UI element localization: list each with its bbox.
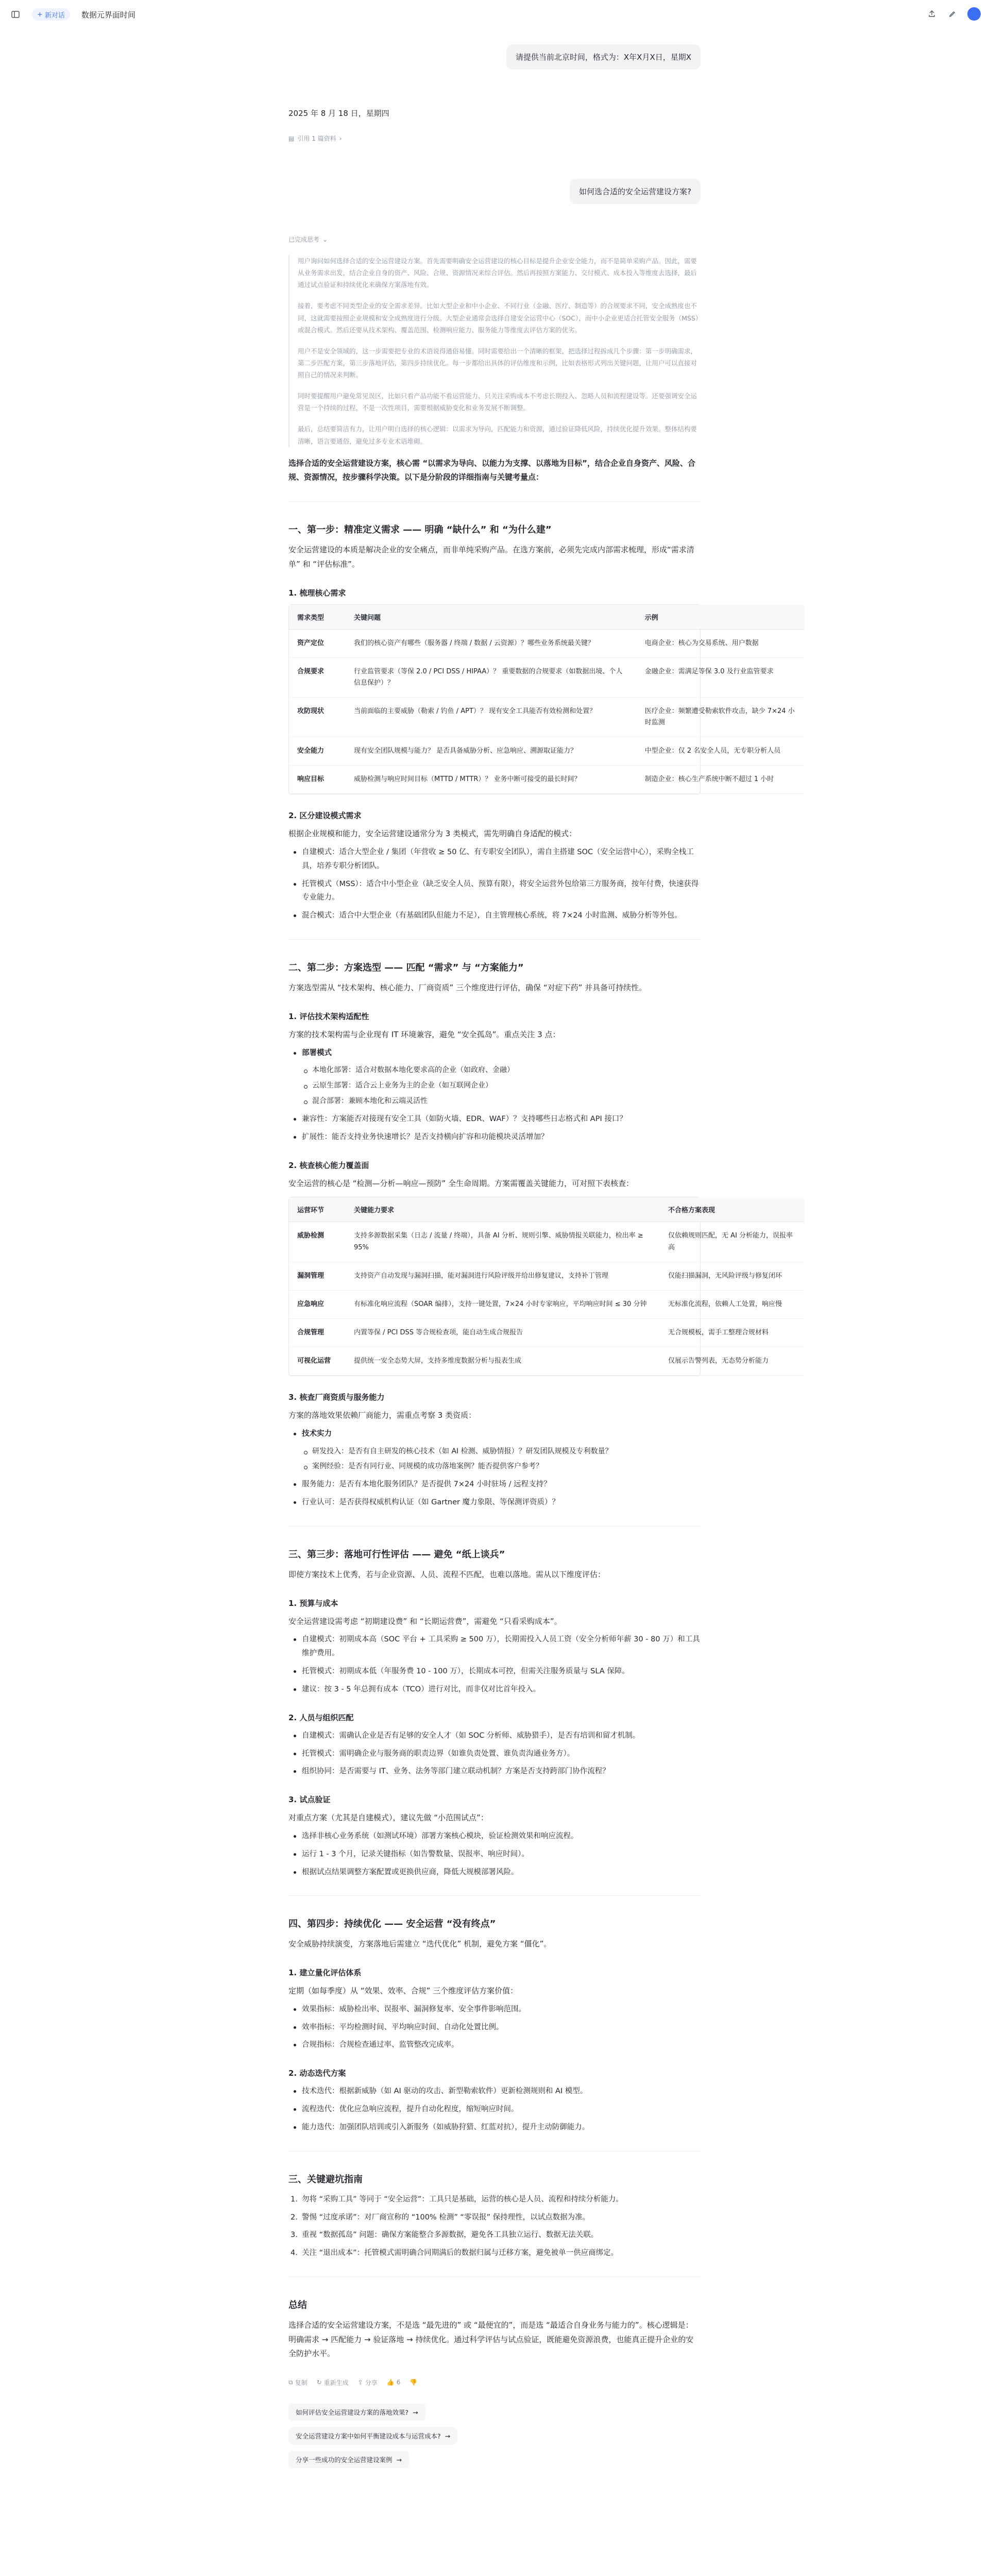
list-item-text: 重视 “数据孤岛” 问题：确保方案能整合多源数据，避免各工具独立运行、数据无法关联。 bbox=[302, 2231, 599, 2240]
list-item bbox=[288, 1427, 701, 1441]
table-cell: 中型企业：仅 2 名安全人员，无专职分析人员 bbox=[637, 737, 804, 766]
section-heading: 四、第四步：持续优化 —— 安全运营 “没有终点” bbox=[288, 1919, 496, 1930]
list-item: 行业认可：是否获得权威机构认证（如 Gartner 魔力象限、等保测评资质）？ bbox=[288, 1496, 701, 1510]
table-cell: 现有安全团队规模与能力？ 是否具备威胁分析、应急响应、溯源取证能力？ bbox=[346, 737, 637, 766]
table-row bbox=[289, 629, 804, 657]
table-cell: 支持多源数据采集（日志 / 流量 / 终端），具备 AI 分析、规则引擎、威胁情报关联能力，检出率 ≥ 95% bbox=[346, 1222, 660, 1262]
regenerate-button[interactable] bbox=[317, 2377, 349, 2388]
table-row bbox=[289, 697, 804, 737]
suggestion-text: 如何评估安全运营建设方案的落地效果? bbox=[296, 2409, 409, 2417]
section-paragraph: 即使方案技术上优秀，若与企业资源、人员、流程不匹配，也难以落地。需从以下维度评估： bbox=[288, 1569, 606, 1579]
subsection-heading: 2. 人员与组织匹配 bbox=[288, 1713, 354, 1722]
list-item: 托管模式：初期成本低（年服务费 10 - 100 万），长期成本可控，但需关注服务质量与 SLA 保障。 bbox=[288, 1665, 701, 1679]
table-row bbox=[289, 1347, 804, 1375]
table-cell: 电商企业：核心为交易系统、用户数据 bbox=[637, 629, 804, 657]
thinking-paragraph: 用户询问如何选择合适的安全运营建设方案。首先需要明确安全运营建设的核心目标是提升企业安全能力，而不是简单采购产品。因此，需要从业务需求出发，结合企业自身的资产、风险、合规、资源情况来综合评估。然后再按照方案能力、交付模式、成本投入等维度去选择，最后通过试点验证和持续优化来确保方案落地有效。 bbox=[298, 257, 697, 289]
table-cell: 漏洞管理 bbox=[289, 1262, 346, 1290]
table-cell: 可视化运营 bbox=[289, 1347, 346, 1375]
suggestion-text: 分享一些成功的安全运营建设案例 bbox=[296, 2456, 393, 2464]
list-item: 流程迭代：优化应急响应流程，提升自动化程度，缩短响应时间。 bbox=[288, 2103, 701, 2116]
section-paragraph: 根据企业规模和能力，安全运营建设通常分为 3 类模式，需先明确自身适配的模式： bbox=[288, 829, 577, 839]
thumbs-up-icon: 👍 bbox=[386, 2379, 395, 2386]
answer-intro: 选择合适的安全运营建设方案，核心需 “以需求为导向、以能力为支撑、以落地为目标”，结合企业自身资产、风险、合规、资源情况，按步骤科学决策。以下是分阶段的详细指南与关键考量点： bbox=[288, 458, 695, 482]
subsection-heading: 1. 建立量化评估体系 bbox=[288, 1968, 362, 1978]
staff-list bbox=[288, 1729, 701, 1778]
share-button[interactable] bbox=[358, 2377, 378, 2388]
table-cell: 资产定位 bbox=[289, 629, 346, 657]
list-item: 根据试点结果调整方案配置或更换供应商，降低大规模部署风险。 bbox=[288, 1866, 701, 1879]
table-cell: 响应目标 bbox=[289, 766, 346, 794]
mode-list bbox=[288, 845, 701, 923]
list-item: 建议：按 3 - 5 年总拥有成本（TCO）进行对比，而非仅对比首年投入。 bbox=[288, 1683, 701, 1697]
subsection-heading: 1. 预算与成本 bbox=[288, 1598, 338, 1608]
vendor-sublist bbox=[288, 1445, 701, 1474]
table-row bbox=[289, 1262, 804, 1290]
table-cell: 威胁检测 bbox=[289, 1222, 346, 1262]
assistant-message bbox=[288, 107, 701, 143]
thinking-paragraph: 用户不是安全领域的，这一步需要把专业的术语说得通俗易懂。同时需要给出一个清晰的框架，把选择过程拆成几个步骤：第一步明确需求，第二步匹配方案，第三步落地评估，第四步持续优化。每一步都给出具体的评估维度和示例，比如表格形式列出关键问题，让用户可以直接对照自己的情况来判断。 bbox=[298, 347, 697, 379]
table-row bbox=[289, 1222, 804, 1262]
table-row bbox=[289, 657, 804, 697]
summary-paragraph: 选择合适的安全运营建设方案，不是选 “最先进的” 或 “最便宜的”，而是选 “最适合自身业务与能力的”。核心逻辑是：明确需求 → 匹配能力 → 验证落地 → 持续优化。通过科学评估与试点验证，既能避免资源浪费，也能真正提升企业的安全防护水平。 bbox=[288, 2320, 694, 2359]
table-cell: 仅展示告警列表，无态势分析能力 bbox=[660, 1347, 804, 1375]
suggestion-chip[interactable] bbox=[288, 2427, 457, 2445]
conversation-title: 数据元界面时间 bbox=[81, 10, 135, 20]
thinking-paragraph: 最后，总结要简洁有力，让用户明白选择的核心逻辑：以需求为导向，匹配能力和资源，通过验证降低风险，持续优化提升效果。整体结构要清晰，语言要通俗，避免过多专业术语堆砌。 bbox=[298, 425, 697, 445]
list-item: 云原生部署：适合云上业务为主的企业（如互联网企业） bbox=[288, 1079, 701, 1093]
list-item: 研发投入：是否有自主研发的核心技术（如 AI 检测、威胁情报）？研发团队规模及专利数量？ bbox=[288, 1445, 701, 1459]
list-item: 合规指标：合规检查通过率、监管整改完成率。 bbox=[288, 2038, 701, 2052]
table-header: 需求类型 bbox=[289, 605, 346, 630]
answer-text: 2025 年 8 月 18 日，星期四 bbox=[288, 109, 389, 118]
divider bbox=[288, 939, 701, 940]
metric-list bbox=[288, 2003, 701, 2052]
like-count: 6 bbox=[396, 2379, 401, 2386]
copy-label: 复制 bbox=[295, 2379, 308, 2386]
table-cell: 仅能扫描漏洞，无风险评级与修复闭环 bbox=[660, 1262, 804, 1290]
top-bar bbox=[0, 0, 989, 29]
arrow-right-icon: → bbox=[413, 2408, 418, 2416]
vendor-list bbox=[288, 1478, 701, 1510]
list-item bbox=[288, 1046, 701, 1060]
copy-icon: ⧉ bbox=[288, 2378, 293, 2386]
message-actions bbox=[288, 2377, 701, 2388]
table-cell: 威胁检测与响应时间目标（MTTD / MTTR）？ 业务中断可接受的最长时间？ bbox=[346, 766, 637, 794]
suggestion-chip[interactable] bbox=[288, 2451, 409, 2468]
chevron-down-icon: ⌄ bbox=[322, 235, 328, 243]
list-item-title: 部署模式 bbox=[302, 1048, 332, 1057]
list-item: 运行 1 - 3 个月，记录关键指标（如告警数量、误报率、响应时间）。 bbox=[288, 1848, 701, 1861]
list-item: 2. 警惕 “过度承诺”：对厂商宣称的 “100% 检测” “零误报” 保持理性，以试点数据为准。 bbox=[291, 2213, 590, 2222]
table-header: 示例 bbox=[637, 605, 804, 630]
thumbs-down-button[interactable] bbox=[410, 2377, 417, 2388]
table-header: 不合格方案表现 bbox=[660, 1197, 804, 1222]
section-paragraph: 对重点方案（尤其是自建模式），建议先做 “小范围试点”： bbox=[288, 1813, 488, 1823]
table-cell: 合规要求 bbox=[289, 657, 346, 697]
list-item: 自建模式：适合大型企业 / 集团（年营收 ≥ 50 亿、有专职安全团队），需自主搭建 SOC（安全运营中心），采购全栈工具，培养专职分析团队。 bbox=[288, 845, 701, 873]
section-paragraph: 安全运营建设需考虑 “初期建设费” 和 “长期运营费”，需避免 “只看采购成本”。 bbox=[288, 1616, 562, 1626]
table-row bbox=[289, 766, 804, 794]
table-cell: 制造企业：核心生产系统中断不超过 1 小时 bbox=[637, 766, 804, 794]
section-paragraph: 安全运营的核心是 “检测—分析—响应—预防” 全生命周期。方案需覆盖关键能力，可对照下表核查： bbox=[288, 1178, 634, 1188]
list-item-text: 关注 “退出成本”：托管模式需明确合同期满后的数据归属与迁移方案，避免被单一供应商绑定。 bbox=[302, 2249, 619, 2258]
list-item: 扩展性：能否支持业务快速增长？是否支持横向扩容和功能模块灵活增加？ bbox=[288, 1130, 701, 1144]
table-cell: 提供统一安全态势大屏，支持多维度数据分析与报表生成 bbox=[346, 1347, 660, 1375]
reference-link[interactable] bbox=[288, 134, 701, 143]
share-icon: ⇪ bbox=[357, 2379, 363, 2386]
section-paragraph: 安全威胁持续演变，方案落地后需建立 “迭代优化” 机制，避免方案 “僵化”。 bbox=[288, 1939, 552, 1949]
sidebar-toggle-icon[interactable] bbox=[8, 7, 23, 22]
table-cell: 金融企业：需满足等保 3.0 及行业监管要求 bbox=[637, 657, 804, 697]
refresh-icon: ↻ bbox=[316, 2379, 322, 2386]
edit-icon[interactable] bbox=[947, 8, 958, 20]
list-item-text: 警惕 “过度承诺”：对厂商宣称的 “100% 检测” “零误报” 保持理性，以试点数据为准。 bbox=[302, 2213, 590, 2222]
table-cell: 内置等保 / PCI DSS 等合规检查项，能自动生成合规报告 bbox=[346, 1318, 660, 1347]
list-item: 4. 关注 “退出成本”：托管模式需明确合同期满后的数据归属与迁移方案，避免被单一供应商绑定。 bbox=[291, 2249, 619, 2258]
share-icon[interactable] bbox=[926, 8, 937, 20]
list-item: 技术迭代：根据新威胁（如 AI 驱动的攻击、新型勒索软件）更新检测规则和 AI 模型。 bbox=[288, 2084, 701, 2098]
table-cell: 攻防现状 bbox=[289, 697, 346, 737]
thumbs-down-icon: 👎 bbox=[410, 2379, 418, 2386]
arrow-right-icon: → bbox=[396, 2455, 402, 2464]
section-heading: 二、第二步：方案选型 —— 匹配 “需求” 与 “方案能力” bbox=[288, 962, 524, 974]
list-item-text: 勿将 “采购工具” 等同于 “安全运营”：工具只是基础，运营的核心是人员、流程和持续分析能力。 bbox=[302, 2195, 623, 2204]
regenerate-label: 重新生成 bbox=[323, 2379, 349, 2386]
thinking-content bbox=[288, 255, 701, 447]
list-item: 托管模式：需明确企业与服务商的职责边界（如谁负责处置、谁负责沟通业务方）。 bbox=[288, 1747, 701, 1761]
list-item: 效率指标：平均检测时间、平均响应时间、自动化处置比例。 bbox=[288, 2021, 701, 2035]
plus-icon: + bbox=[37, 10, 43, 19]
section-heading: 三、关键避坑指南 bbox=[288, 2174, 363, 2185]
table-cell: 当前面临的主要威胁（勒索 / 钓鱼 / APT）？ 现有安全工具能否有效检测和处置？ bbox=[346, 697, 637, 737]
vendor-list bbox=[288, 1427, 701, 1441]
subsection-heading: 1. 评估技术架构适配性 bbox=[288, 1011, 369, 1021]
user-message: 请提供当前北京时间，格式为：X年X月X日，星期X bbox=[506, 44, 701, 70]
thinking-paragraph: 接着，要考虑不同类型企业的安全需求差异。比如大型企业和中小企业、不同行业（金融、医疗、制造等）的合规要求不同，安全成熟度也不同，这就需要按照企业规模和安全成熟度进行分级。大型企业通常会选择自建安全运营中心（SOC），而中小企业更适合托管安全服务（MSS）或混合模式。然后还要从技术架构、覆盖范围、检测响应能力、服务能力等维度去评估方案的优劣。 bbox=[298, 302, 699, 334]
table-row bbox=[289, 1318, 804, 1347]
reference-label: 引用 1 篇资料 bbox=[297, 135, 336, 142]
list-item: 组织协同：是否需要与 IT、业务、法务等部门建立联动机制？方案是否支持跨部门协作流程？ bbox=[288, 1765, 701, 1778]
suggestion-text: 安全运营建设方案中如何平衡建设成本与运营成本? bbox=[296, 2432, 441, 2441]
share-label: 分享 bbox=[365, 2379, 378, 2386]
list-item: 能力迭代：加强团队培训或引入新服务（如威胁狩猎、红蓝对抗），提升主动防御能力。 bbox=[288, 2121, 701, 2134]
user-message: 如何选合适的安全运营建设方案? bbox=[570, 179, 701, 204]
user-avatar[interactable] bbox=[967, 7, 981, 21]
list-item: 托管模式（MSS）：适合中小型企业（缺乏安全人员、预算有限），将安全运营外包给第三方服务商，按年付费，快速获得专业能力。 bbox=[288, 877, 701, 905]
table-cell: 仅依赖规则匹配，无 AI 分析能力，误报率高 bbox=[660, 1222, 804, 1262]
architecture-list bbox=[288, 1112, 701, 1144]
table-cell: 行业监管要求（等保 2.0 / PCI DSS / HIPAA）？ 重要数据的合规要求（如数据出境、个人信息保护）？ bbox=[346, 657, 637, 697]
copy-button[interactable] bbox=[288, 2377, 308, 2388]
budget-list bbox=[288, 1633, 701, 1696]
table-cell: 有标准化响应流程（SOAR 编排），支持一键处置，7×24 小时专家响应，平均响应时间 ≤ 30 分钟 bbox=[346, 1290, 660, 1318]
divider bbox=[288, 1526, 701, 1527]
capability-table bbox=[289, 1197, 804, 1376]
list-item: 服务能力：是否有本地化服务团队？是否提供 7×24 小时驻场 / 远程支持？ bbox=[288, 1478, 701, 1492]
table-cell: 医疗企业：频繁遭受勒索软件攻击，缺少 7×24 小时监测 bbox=[637, 697, 804, 737]
table-cell: 支持资产自动发现与漏洞扫描，能对漏洞进行风险评级并给出修复建议，支持补丁管理 bbox=[346, 1262, 660, 1290]
arrow-right-icon: → bbox=[445, 2432, 451, 2440]
pitfall-list bbox=[288, 2193, 701, 2260]
table-cell: 安全能力 bbox=[289, 737, 346, 766]
thumbs-up-button[interactable] bbox=[387, 2377, 401, 2388]
table-cell: 应急响应 bbox=[289, 1290, 346, 1318]
list-item: 自建模式：初期成本高（SOC 平台 + 工具采购 ≥ 500 万），长期需投入人员工资（安全分析师年薪 30 - 80 万）和工具维护费用。 bbox=[288, 1633, 701, 1660]
table-header: 关键能力要求 bbox=[346, 1197, 660, 1222]
new-chat-label: 新对话 bbox=[44, 11, 65, 20]
deployment-sublist bbox=[288, 1064, 701, 1108]
table-row bbox=[289, 737, 804, 766]
section-paragraph: 方案的落地效果依赖厂商能力，需重点考察 3 类资质： bbox=[288, 1411, 476, 1420]
table-cell: 我们的核心资产有哪些（服务器 / 终端 / 数据 / 云资源）？哪些业务系统最关键？ bbox=[346, 629, 637, 657]
list-item: 混合部署：兼顾本地化和云端灵活性 bbox=[288, 1095, 701, 1108]
suggested-questions bbox=[288, 2403, 701, 2468]
section-paragraph: 方案选型需从 “技术架构、核心能力、厂商资质” 三个维度进行评估，确保 “对症下药” 并具备可持续性。 bbox=[288, 983, 647, 993]
divider bbox=[288, 1895, 701, 1896]
list-item: 兼容性：方案能否对接现有安全工具（如防火墙、EDR、WAF）？支持哪些日志格式和 API 接口？ bbox=[288, 1112, 701, 1126]
capability-table-wrapper[interactable] bbox=[288, 1197, 793, 1376]
section-paragraph: 方案的技术架构需与企业现有 IT 环境兼容，避免 “安全孤岛”。重点关注 3 点： bbox=[288, 1029, 560, 1039]
chevron-right-icon: › bbox=[339, 134, 342, 142]
new-chat-button[interactable] bbox=[32, 8, 70, 21]
suggestion-chip[interactable] bbox=[288, 2403, 425, 2421]
table-cell: 合规管理 bbox=[289, 1318, 346, 1347]
list-item: 1. 勿将 “采购工具” 等同于 “安全运营”：工具只是基础，运营的核心是人员、流程和持续分析能力。 bbox=[291, 2195, 623, 2204]
assistant-answer bbox=[288, 456, 795, 2362]
thinking-paragraph: 同时要提醒用户避免常见误区，比如只看产品功能不看运营能力、只关注采购成本不考虑长期投入、忽略人员和流程建设等。还要强调安全运营是一个持续的过程，不是一次性项目，需要根据威胁变化和业务发展不断调整。 bbox=[298, 392, 697, 412]
section-paragraph: 安全运营建设的本质是解决企业的安全痛点，而非单纯采购产品。在选方案前，必须先完成内部需求梳理，形成“需求清单” 和 “评估标准”。 bbox=[288, 545, 694, 569]
list-item: 效果指标：威胁检出率、误报率、漏洞修复率、安全事件影响范围。 bbox=[288, 2003, 701, 2016]
table-header: 运营环节 bbox=[289, 1197, 346, 1222]
section-heading: 一、第一步：精准定义需求 —— 明确 “缺什么” 和 “为什么建” bbox=[288, 524, 552, 536]
needs-table bbox=[289, 605, 804, 794]
architecture-list bbox=[288, 1046, 701, 1060]
section-heading: 三、第三步：落地可行性评估 —— 避免 “纸上谈兵” bbox=[288, 1549, 505, 1560]
subsection-heading: 2. 核查核心能力覆盖面 bbox=[288, 1160, 369, 1170]
list-item: 案例经验：是否有同行业、同规模的成功落地案例？能否提供客户参考？ bbox=[288, 1460, 701, 1473]
list-item: 3. 重视 “数据孤岛” 问题：确保方案能整合多源数据，避免各工具独立运行、数据无法关联。 bbox=[291, 2231, 599, 2240]
section-paragraph: 定期（如每季度）从 “效果、效率、合规” 三个维度评估方案价值： bbox=[288, 1986, 518, 1996]
subsection-heading: 2. 动态迭代方案 bbox=[288, 2069, 346, 2078]
needs-table-wrapper[interactable] bbox=[288, 604, 795, 795]
pilot-list bbox=[288, 1829, 701, 1879]
subsection-heading: 2. 区分建设模式需求 bbox=[288, 811, 362, 821]
iteration-list bbox=[288, 2084, 701, 2134]
thinking-toggle[interactable] bbox=[288, 235, 701, 244]
table-header: 关键问题 bbox=[346, 605, 637, 630]
list-item: 混合模式：适合中大型企业（有基础团队但能力不足），自主管理核心系统，将 7×24 小时监测、威胁分析等外包。 bbox=[288, 909, 701, 923]
list-item: 选择非核心业务系统（如测试环境）部署方案核心模块，验证检测效果和响应流程。 bbox=[288, 1829, 701, 1843]
subsection-heading: 3. 试点验证 bbox=[288, 1795, 331, 1805]
table-cell: 无标准化流程，依赖人工处置，响应慢 bbox=[660, 1290, 804, 1318]
thinking-label: 已完成思考 bbox=[288, 236, 320, 243]
subsection-heading: 3. 核查厂商资质与服务能力 bbox=[288, 1393, 385, 1402]
document-icon: ▤ bbox=[288, 134, 295, 142]
table-cell: 无合规模板，需手工整理合规材料 bbox=[660, 1318, 804, 1347]
list-item-title: 技术实力 bbox=[302, 1429, 332, 1438]
table-row bbox=[289, 1290, 804, 1318]
section-heading: 总结 bbox=[288, 2299, 307, 2311]
divider bbox=[288, 501, 701, 502]
conversation bbox=[288, 31, 795, 2468]
list-item: 本地化部署：适合对数据本地化要求高的企业（如政府、金融） bbox=[288, 1064, 701, 1077]
list-item: 自建模式：需确认企业是否有足够的安全人才（如 SOC 分析师、威胁猎手），是否有培训和留才机制。 bbox=[288, 1729, 701, 1743]
subsection-heading: 1. 梳理核心需求 bbox=[288, 588, 346, 598]
